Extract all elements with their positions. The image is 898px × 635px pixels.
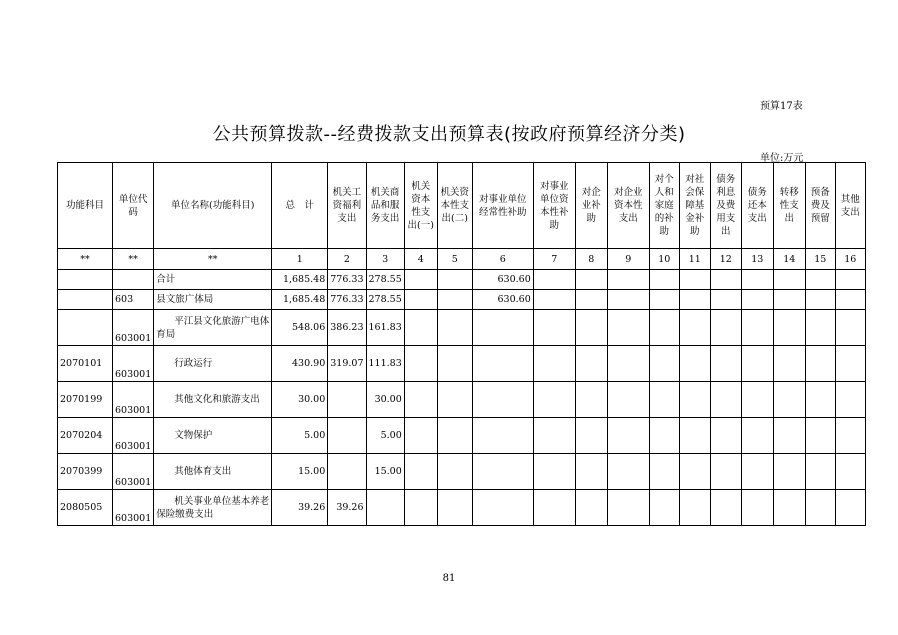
empty-cell — [710, 382, 741, 418]
empty-cell — [710, 270, 741, 290]
empty-cell — [679, 454, 710, 490]
unit-name-cell: 文物保护 — [154, 418, 272, 454]
empty-cell — [649, 310, 679, 346]
empty-cell — [773, 382, 805, 418]
unit-code-cell — [113, 270, 154, 290]
empty-cell — [805, 418, 835, 454]
empty-cell — [533, 382, 575, 418]
goods-services-cell: 15.00 — [366, 454, 404, 490]
empty-cell — [805, 382, 835, 418]
total-cell: 1,685.48 — [272, 290, 328, 310]
empty-cell — [835, 290, 865, 310]
column-header: 转移性支出 — [773, 163, 805, 249]
empty-cell — [835, 418, 865, 454]
institution-subsidy-cell: 630.60 — [472, 270, 533, 290]
unit-code-cell: 603001 — [113, 454, 154, 490]
column-index: ** — [154, 249, 272, 270]
empty-cell — [710, 490, 741, 526]
column-header: 单位代码 — [113, 163, 154, 249]
empty-cell — [575, 418, 607, 454]
column-header: 机关资本性支出(二) — [437, 163, 472, 249]
empty-cell — [575, 454, 607, 490]
unit-name-cell: 其他体育支出 — [154, 454, 272, 490]
column-header: 机关资本性支出(一) — [404, 163, 437, 249]
column-index: 11 — [679, 249, 710, 270]
function-code-cell: 2070101 — [58, 346, 113, 382]
capital-1-cell — [404, 310, 437, 346]
capital-2-cell — [437, 454, 472, 490]
salary-cell: 776.33 — [328, 290, 366, 310]
function-code-cell — [58, 310, 113, 346]
empty-cell — [710, 346, 741, 382]
salary-cell: 776.33 — [328, 270, 366, 290]
empty-cell — [679, 346, 710, 382]
empty-cell — [773, 346, 805, 382]
table-row — [58, 290, 866, 310]
capital-2-cell — [437, 346, 472, 382]
capital-1-cell — [404, 382, 437, 418]
page-number: 81 — [442, 573, 456, 584]
total-cell: 5.00 — [272, 418, 328, 454]
empty-cell — [649, 418, 679, 454]
empty-cell — [773, 454, 805, 490]
column-index: 8 — [575, 249, 607, 270]
table-row — [58, 346, 866, 382]
column-index: 3 — [366, 249, 404, 270]
function-code-cell: 2070204 — [58, 418, 113, 454]
empty-cell — [710, 454, 741, 490]
column-header: 预备费及预留 — [805, 163, 835, 249]
column-header: 机关工资福利支出 — [328, 163, 366, 249]
empty-cell — [575, 346, 607, 382]
unit-code-cell: 603001 — [113, 382, 154, 418]
capital-2-cell — [437, 310, 472, 346]
total-cell: 39.26 — [272, 490, 328, 526]
index-row — [58, 249, 866, 270]
empty-cell — [741, 270, 773, 290]
empty-cell — [773, 310, 805, 346]
salary-cell — [328, 382, 366, 418]
empty-cell — [533, 310, 575, 346]
total-cell: 430.90 — [272, 346, 328, 382]
empty-cell — [607, 454, 649, 490]
empty-cell — [741, 454, 773, 490]
capital-2-cell — [437, 382, 472, 418]
empty-cell — [575, 310, 607, 346]
empty-cell — [533, 454, 575, 490]
table-row — [58, 490, 866, 526]
empty-cell — [835, 270, 865, 290]
goods-services-cell: 278.55 — [366, 270, 404, 290]
column-index: 10 — [649, 249, 679, 270]
column-index: 1 — [272, 249, 328, 270]
empty-cell — [741, 418, 773, 454]
empty-cell — [835, 310, 865, 346]
empty-cell — [773, 490, 805, 526]
total-cell: 15.00 — [272, 454, 328, 490]
empty-cell — [741, 382, 773, 418]
empty-cell — [649, 490, 679, 526]
empty-cell — [679, 490, 710, 526]
empty-cell — [805, 290, 835, 310]
total-cell: 548.06 — [272, 310, 328, 346]
table-row — [58, 418, 866, 454]
column-index: ** — [113, 249, 154, 270]
table-number: 预算17表 — [760, 101, 803, 112]
institution-subsidy-cell — [472, 490, 533, 526]
empty-cell — [533, 490, 575, 526]
column-header: 对企业补助 — [575, 163, 607, 249]
empty-cell — [679, 418, 710, 454]
goods-services-cell — [366, 490, 404, 526]
capital-1-cell — [404, 418, 437, 454]
column-index: 13 — [741, 249, 773, 270]
capital-1-cell — [404, 270, 437, 290]
column-header: 对社会保障基金补助 — [679, 163, 710, 249]
empty-cell — [679, 310, 710, 346]
column-header: 对事业单位资本性补助 — [533, 163, 575, 249]
unit-code-cell: 603001 — [113, 490, 154, 526]
empty-cell — [710, 290, 741, 310]
goods-services-cell: 278.55 — [366, 290, 404, 310]
column-header: 对个人和家庭的补助 — [649, 163, 679, 249]
table-row — [58, 382, 866, 418]
empty-cell — [607, 418, 649, 454]
capital-1-cell — [404, 454, 437, 490]
empty-cell — [575, 290, 607, 310]
empty-cell — [835, 454, 865, 490]
column-index: 5 — [437, 249, 472, 270]
empty-cell — [533, 418, 575, 454]
column-index: 9 — [607, 249, 649, 270]
unit-code-cell: 603 — [113, 290, 154, 310]
unit-name-cell: 行政运行 — [154, 346, 272, 382]
capital-2-cell — [437, 270, 472, 290]
institution-subsidy-cell: 630.60 — [472, 290, 533, 310]
salary-cell: 386.23 — [328, 310, 366, 346]
unit-code-cell: 603001 — [113, 310, 154, 346]
goods-services-cell: 111.83 — [366, 346, 404, 382]
total-cell: 30.00 — [272, 382, 328, 418]
column-index: 14 — [773, 249, 805, 270]
empty-cell — [805, 454, 835, 490]
header-row — [58, 163, 866, 249]
empty-cell — [649, 382, 679, 418]
empty-cell — [575, 382, 607, 418]
salary-cell: 319.07 — [328, 346, 366, 382]
unit-name-cell: 机关事业单位基本养老保险缴费支出 — [154, 490, 272, 526]
empty-cell — [805, 310, 835, 346]
institution-subsidy-cell — [472, 418, 533, 454]
empty-cell — [607, 310, 649, 346]
column-header: 债务还本支出 — [741, 163, 773, 249]
empty-cell — [741, 290, 773, 310]
column-index: 2 — [328, 249, 366, 270]
empty-cell — [679, 270, 710, 290]
salary-cell — [328, 454, 366, 490]
column-header: 债务利息及费用支出 — [710, 163, 741, 249]
empty-cell — [835, 382, 865, 418]
empty-cell — [649, 290, 679, 310]
empty-cell — [741, 310, 773, 346]
empty-cell — [649, 454, 679, 490]
capital-1-cell — [404, 290, 437, 310]
empty-cell — [805, 346, 835, 382]
capital-2-cell — [437, 418, 472, 454]
column-index: 6 — [472, 249, 533, 270]
goods-services-cell: 5.00 — [366, 418, 404, 454]
column-index: 7 — [533, 249, 575, 270]
institution-subsidy-cell — [472, 454, 533, 490]
empty-cell — [773, 290, 805, 310]
page-title: 公共预算拨款--经费拨款支出预算表(按政府预算经济分类) — [212, 124, 686, 145]
function-code-cell — [58, 270, 113, 290]
column-header: 对事业单位经常性补助 — [472, 163, 533, 249]
salary-cell: 39.26 — [328, 490, 366, 526]
empty-cell — [710, 310, 741, 346]
column-index: 16 — [835, 249, 865, 270]
institution-subsidy-cell — [472, 382, 533, 418]
institution-subsidy-cell — [472, 310, 533, 346]
function-code-cell: 2080505 — [58, 490, 113, 526]
empty-cell — [835, 346, 865, 382]
empty-cell — [607, 490, 649, 526]
capital-1-cell — [404, 346, 437, 382]
empty-cell — [710, 418, 741, 454]
goods-services-cell: 161.83 — [366, 310, 404, 346]
function-code-cell — [58, 290, 113, 310]
empty-cell — [533, 270, 575, 290]
empty-cell — [805, 490, 835, 526]
empty-cell — [679, 382, 710, 418]
empty-cell — [805, 270, 835, 290]
capital-2-cell — [437, 490, 472, 526]
column-header: 机关商品和服务支出 — [366, 163, 404, 249]
column-index: 15 — [805, 249, 835, 270]
function-code-cell: 2070399 — [58, 454, 113, 490]
function-code-cell: 2070199 — [58, 382, 113, 418]
total-cell: 1,685.48 — [272, 270, 328, 290]
capital-2-cell — [437, 290, 472, 310]
empty-cell — [835, 490, 865, 526]
unit-name-cell: 其他文化和旅游支出 — [154, 382, 272, 418]
column-header: 总 计 — [272, 163, 328, 249]
empty-cell — [741, 346, 773, 382]
empty-cell — [679, 290, 710, 310]
unit-name-cell: 合计 — [154, 270, 272, 290]
institution-subsidy-cell — [472, 346, 533, 382]
column-header: 其他支出 — [835, 163, 865, 249]
table-row — [58, 270, 866, 290]
empty-cell — [741, 490, 773, 526]
empty-cell — [607, 382, 649, 418]
empty-cell — [575, 490, 607, 526]
column-index: ** — [58, 249, 113, 270]
unit-name-cell: 平江县文化旅游广电体育局 — [154, 310, 272, 346]
unit-label: 单位:万元 — [760, 153, 804, 164]
empty-cell — [533, 290, 575, 310]
capital-1-cell — [404, 490, 437, 526]
empty-cell — [607, 346, 649, 382]
empty-cell — [575, 270, 607, 290]
empty-cell — [607, 270, 649, 290]
table-row — [58, 310, 866, 346]
empty-cell — [649, 346, 679, 382]
salary-cell — [328, 418, 366, 454]
column-header: 功能科目 — [58, 163, 113, 249]
column-header: 对企业资本性支出 — [607, 163, 649, 249]
goods-services-cell: 30.00 — [366, 382, 404, 418]
empty-cell — [649, 270, 679, 290]
column-header: 单位名称(功能科目) — [154, 163, 272, 249]
unit-code-cell: 603001 — [113, 346, 154, 382]
column-index: 12 — [710, 249, 741, 270]
empty-cell — [773, 270, 805, 290]
empty-cell — [533, 346, 575, 382]
table-row — [58, 454, 866, 490]
unit-code-cell: 603001 — [113, 418, 154, 454]
budget-table — [57, 162, 866, 526]
empty-cell — [773, 418, 805, 454]
unit-name-cell: 县文旅广体局 — [154, 290, 272, 310]
empty-cell — [607, 290, 649, 310]
column-index: 4 — [404, 249, 437, 270]
